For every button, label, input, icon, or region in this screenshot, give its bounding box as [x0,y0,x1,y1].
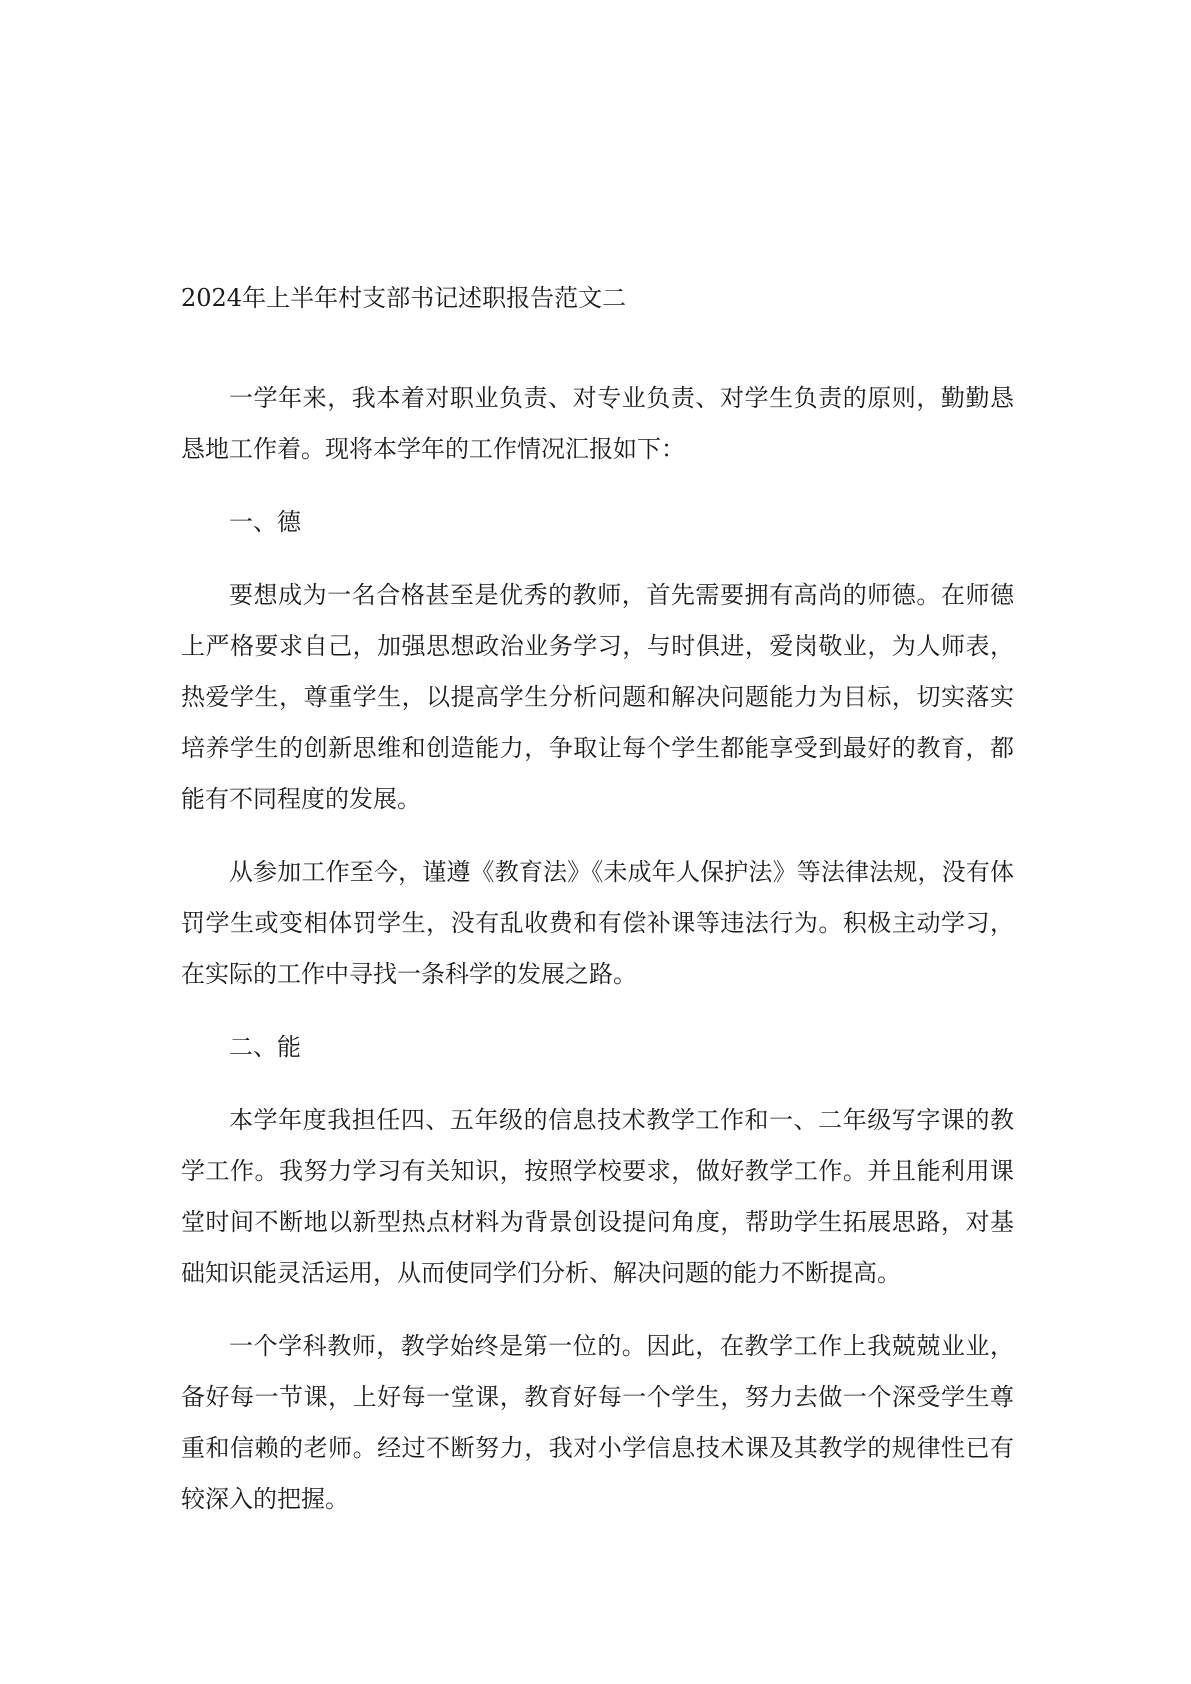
section-heading-virtue: 一、德 [229,508,301,536]
paragraph-ability-2: 一个学科教师，教学始终是第一位的。因此，在教学工作上我兢兢业业，备好每一节课，上好每一堂课，教育好每一个学生，努力去做一个深受学生尊重和信赖的老师。经过不断努力，我对小学信息技术课及其教学的规律性已有较深入的把握。 [181,1332,1014,1513]
document-title: 2024年上半年村支部书记述职报告范文二 [181,284,627,312]
document-body [181,278,1014,1547]
paragraph-ability-1: 本学年度我担任四、五年级的信息技术教学工作和一、二年级写字课的教学工作。我努力学习有关知识，按照学校要求，做好教学工作。并且能利用课堂时间不断地以新型热点材料为背景创设提问角度，帮助学生拓展思路，对基础知识能灵活运用，从而使同学们分析、解决问题的能力不断提高。 [181,1106,1014,1287]
section-heading-ability: 二、能 [229,1033,301,1061]
paragraph-virtue-2: 从参加工作至今，谨遵《教育法》《未成年人保护法》等法律法规，没有体罚学生或变相体罚学生，没有乱收费和有偿补课等违法行为。积极主动学习，在实际的工作中寻找一条科学的发展之路。 [181,858,1014,988]
paragraph-virtue-1: 要想成为一名合格甚至是优秀的教师，首先需要拥有高尚的师德。在师德上严格要求自己，加强思想政治业务学习，与时俱进，爱岗敬业，为人师表，热爱学生，尊重学生，以提高学生分析问题和解决问题能力为目标，切实落实培养学生的创新思维和创造能力，争取让每个学生都能享受到最好的教育，都能有不同程度的发展。 [181,581,1014,813]
paragraph-intro: 一学年来，我本着对职业负责、对专业负责、对学生负责的原则，勤勤恳恳地工作着。现将本学年的工作情况汇报如下： [181,384,1014,463]
